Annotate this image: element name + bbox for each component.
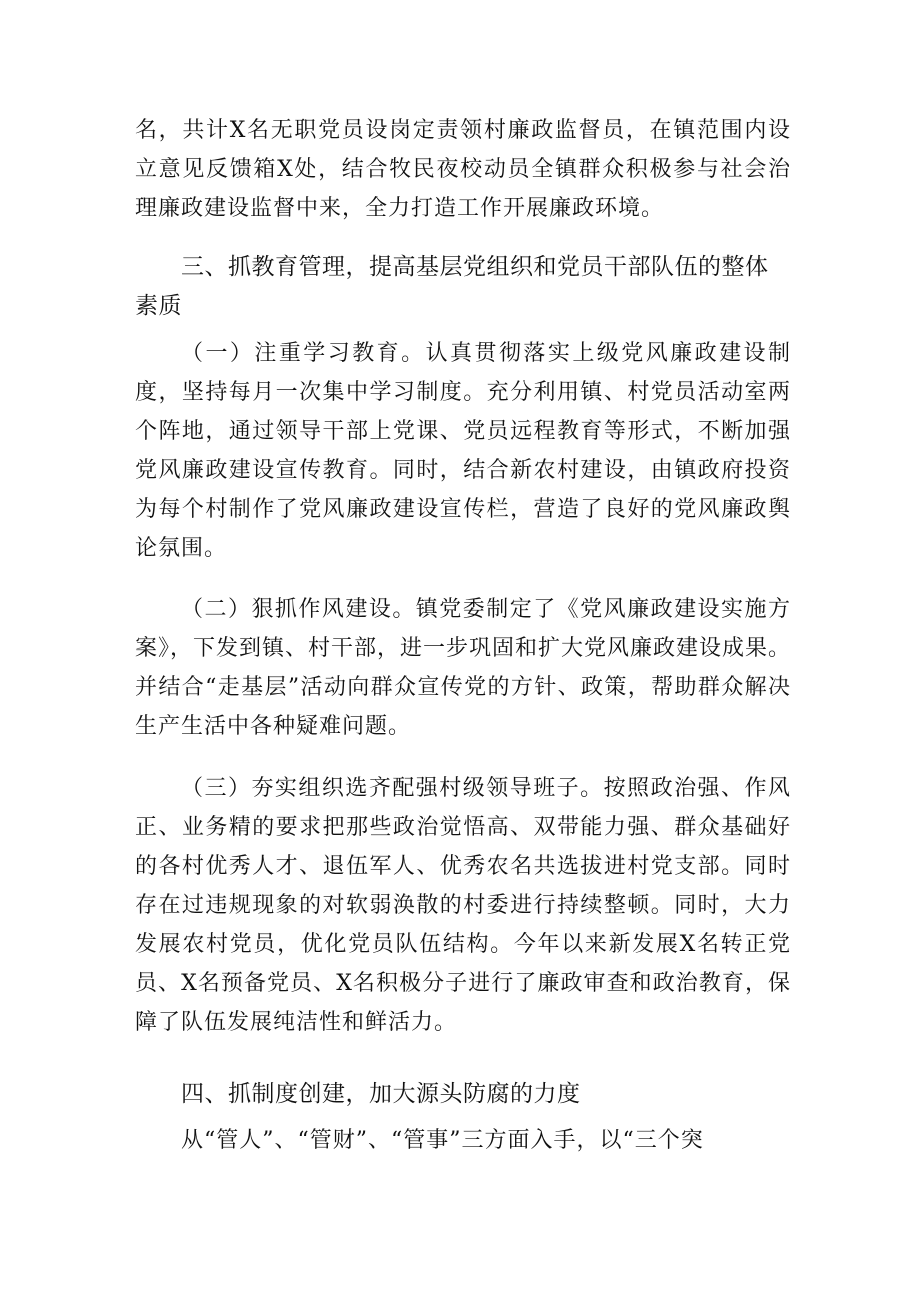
paragraph-text: 从“管人”、“管财”、“管事”三方面入手，以“三个突 bbox=[181, 1128, 704, 1153]
section-heading-four bbox=[135, 1075, 791, 1114]
heading-text: 三、抓教育管理，提高基层党组织和党员干部队伍的整体素质 bbox=[135, 254, 769, 319]
paragraph-continuation bbox=[135, 111, 791, 228]
paragraph-text: 名，共计X名无职党员设岗定责领村廉政监督员，在镇范围内设立意见反馈箱X处，结合牧民夜校动员全镇群众积极参与社会治理廉政建设监督中来，全力打造工作开展廉政环境。 bbox=[135, 118, 791, 221]
paragraph-work-style bbox=[135, 590, 791, 746]
paragraph-system-building bbox=[135, 1121, 791, 1160]
paragraph-study-education bbox=[135, 334, 791, 568]
paragraph-text: （三）夯实组织选齐配强村级领导班子。按照政治强、作风正、业务精的要求把那些政治觉悟高、双带能力强、群众基础好的各村优秀人才、退伍军人、优秀农名共选拔进村党支部。同时存在过违规现象的对软弱涣散的村委进行持续整顿。同时，大力发展农村党员，优化党员队伍结构。今年以来新发展X名转正党员、X名预备党员、X名积极分子进行了廉政审查和政治教育，保障了队伍发展纯洁性和鲜活力。 bbox=[135, 776, 791, 1035]
paragraph-text: （一）注重学习教育。认真贯彻落实上级党风廉政建设制度，坚持每月一次集中学习制度。充分利用镇、村党员活动室两个阵地，通过领导干部上党课、党员远程教育等形式，不断加强党风廉政建设宣传教育。同时，结合新农村建设，由镇政府投资为每个村制作了党风廉政建设宣传栏，营造了良好的党风廉政舆论氛围。 bbox=[135, 341, 791, 561]
section-heading-three bbox=[135, 248, 791, 326]
paragraph-organization bbox=[135, 769, 791, 1042]
heading-text: 四、抓制度创建，加大源头防腐的力度 bbox=[181, 1081, 581, 1107]
paragraph-text: （二）狠抓作风建设。镇党委制定了《党风廉政建设实施方案》，下发到镇、村干部，进一步巩固和扩大党风廉政建设成果。并结合“走基层”活动向群众宣传党的方针、政策，帮助群众解决生产生活中各种疑难问题。 bbox=[135, 597, 792, 739]
